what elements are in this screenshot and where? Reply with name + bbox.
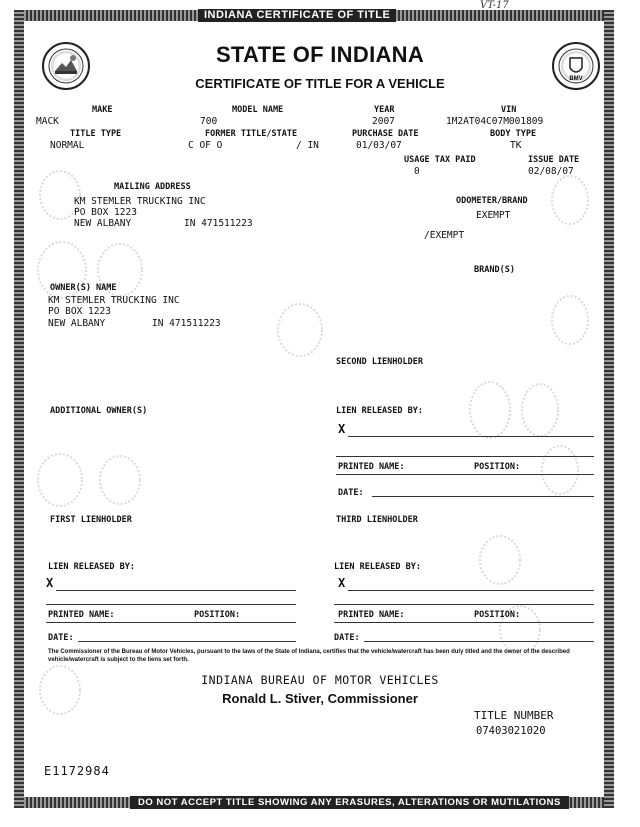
owner-line2: PO BOX 1223 — [48, 306, 111, 317]
former-title-label: FORMER TITLE/STATE — [205, 129, 298, 139]
third-lien-printed-name-label: PRINTED NAME: — [338, 610, 405, 620]
second-lien-date-label: DATE: — [338, 488, 364, 498]
top-banner: INDIANA CERTIFICATE OF TITLE — [198, 9, 396, 22]
body-type-label: BODY TYPE — [490, 129, 537, 139]
additional-owners-label: ADDITIONAL OWNER(S) — [50, 406, 148, 416]
vin-value: 1M2AT04C07M001809 — [446, 116, 544, 127]
body-type-value: TK — [510, 140, 522, 151]
second-lien-date-line — [372, 496, 594, 497]
first-lien-signature-line — [56, 590, 296, 591]
odometer-brand-value: /EXEMPT — [424, 230, 465, 241]
third-lien-position-label: POSITION: — [474, 610, 521, 620]
year-value: 2007 — [372, 116, 395, 127]
mailing-city: NEW ALBANY — [74, 218, 132, 229]
first-lien-date-line — [78, 641, 296, 642]
first-lienholder-label: FIRST LIENHOLDER — [50, 515, 132, 525]
owner-state-zip: IN 471511223 — [152, 318, 221, 329]
mailing-line1: KM STEMLER TRUCKING INC — [74, 196, 206, 207]
first-lien-printed-name-label: PRINTED NAME: — [48, 610, 115, 620]
first-lien-position-label: POSITION: — [194, 610, 241, 620]
control-number: E1172984 — [44, 764, 110, 778]
vin-label: VIN — [501, 105, 517, 115]
second-lien-released-label: LIEN RELEASED BY: — [336, 406, 423, 416]
first-lien-x-mark: X — [46, 576, 54, 590]
owner-name-label: OWNER(S) NAME — [50, 283, 117, 293]
second-lien-printed-name-label: PRINTED NAME: — [338, 462, 405, 472]
title-number-label: TITLE NUMBER — [474, 709, 554, 722]
mailing-line2: PO BOX 1223 — [74, 207, 137, 218]
third-lien-printed-line — [334, 622, 594, 623]
second-lien-signature-line — [348, 436, 594, 437]
former-state-value: / IN — [296, 140, 319, 151]
odometer-label: ODOMETER/BRAND — [456, 196, 528, 206]
owner-city: NEW ALBANY — [48, 318, 106, 329]
make-label: MAKE — [92, 105, 113, 115]
second-lien-x-mark: X — [338, 422, 346, 436]
issue-date-value: 02/08/07 — [528, 166, 574, 177]
second-lienholder-label: SECOND LIENHOLDER — [336, 357, 423, 367]
handwritten-note: VT-17 — [480, 0, 509, 11]
third-lien-released-label: LIEN RELEASED BY: — [334, 562, 421, 572]
first-lien-divider — [46, 604, 296, 605]
usage-tax-label: USAGE TAX PAID — [404, 155, 476, 165]
third-lien-date-line — [364, 641, 594, 642]
title-type-value: NORMAL — [50, 140, 85, 151]
third-lien-divider — [334, 604, 594, 605]
usage-tax-value: 0 — [414, 166, 420, 177]
bottom-banner: DO NOT ACCEPT TITLE SHOWING ANY ERASURES, ALTERATIONS OR MUTILATIONS — [130, 796, 569, 809]
purchase-date-label: PURCHASE DATE — [352, 129, 419, 139]
third-lienholder-label: THIRD LIENHOLDER — [336, 515, 418, 525]
commissioner-name: Ronald L. Stiver, Commissioner — [222, 691, 418, 706]
second-lien-position-label: POSITION: — [474, 462, 521, 472]
model-label: MODEL NAME — [232, 105, 284, 115]
title-number-value: 07403021020 — [476, 725, 546, 737]
first-lien-printed-line — [46, 622, 296, 623]
brands-label: BRAND(S) — [474, 265, 515, 275]
title-type-label: TITLE TYPE — [70, 129, 122, 139]
third-lien-x-mark: X — [338, 576, 346, 590]
year-label: YEAR — [374, 105, 395, 115]
certification-text: The Commissioner of the Bureau of Motor Vehicles, pursuant to the laws of the State of Indiana, certifies that the vehicle/watercraft has been duly titled and the owner of the described vehicle/watercraft is subject to the liens set forth. — [48, 649, 570, 663]
bmv-seal-text: BMV — [569, 76, 583, 82]
issue-date-label: ISSUE DATE — [528, 155, 580, 165]
model-value: 700 — [200, 116, 218, 127]
former-title-value: C OF O — [188, 140, 223, 151]
third-lien-signature-line — [348, 590, 594, 591]
make-value: MACK — [36, 116, 59, 127]
page-title: STATE OF INDIANA — [215, 42, 425, 67]
third-lien-date-label: DATE: — [334, 633, 360, 643]
page-subtitle: CERTIFICATE OF TITLE FOR A VEHICLE — [195, 76, 445, 91]
second-lien-divider — [336, 456, 594, 457]
first-lien-released-label: LIEN RELEASED BY: — [48, 562, 135, 572]
purchase-date-value: 01/03/07 — [356, 140, 402, 151]
bureau-name: INDIANA BUREAU OF MOTOR VEHICLES — [201, 673, 439, 687]
mailing-address-label: MAILING ADDRESS — [114, 182, 191, 192]
owner-line1: KM STEMLER TRUCKING INC — [48, 295, 180, 306]
mailing-state-zip: IN 471511223 — [184, 218, 253, 229]
first-lien-date-label: DATE: — [48, 633, 74, 643]
odometer-value: EXEMPT — [476, 210, 511, 221]
second-lien-printed-line — [336, 474, 594, 475]
